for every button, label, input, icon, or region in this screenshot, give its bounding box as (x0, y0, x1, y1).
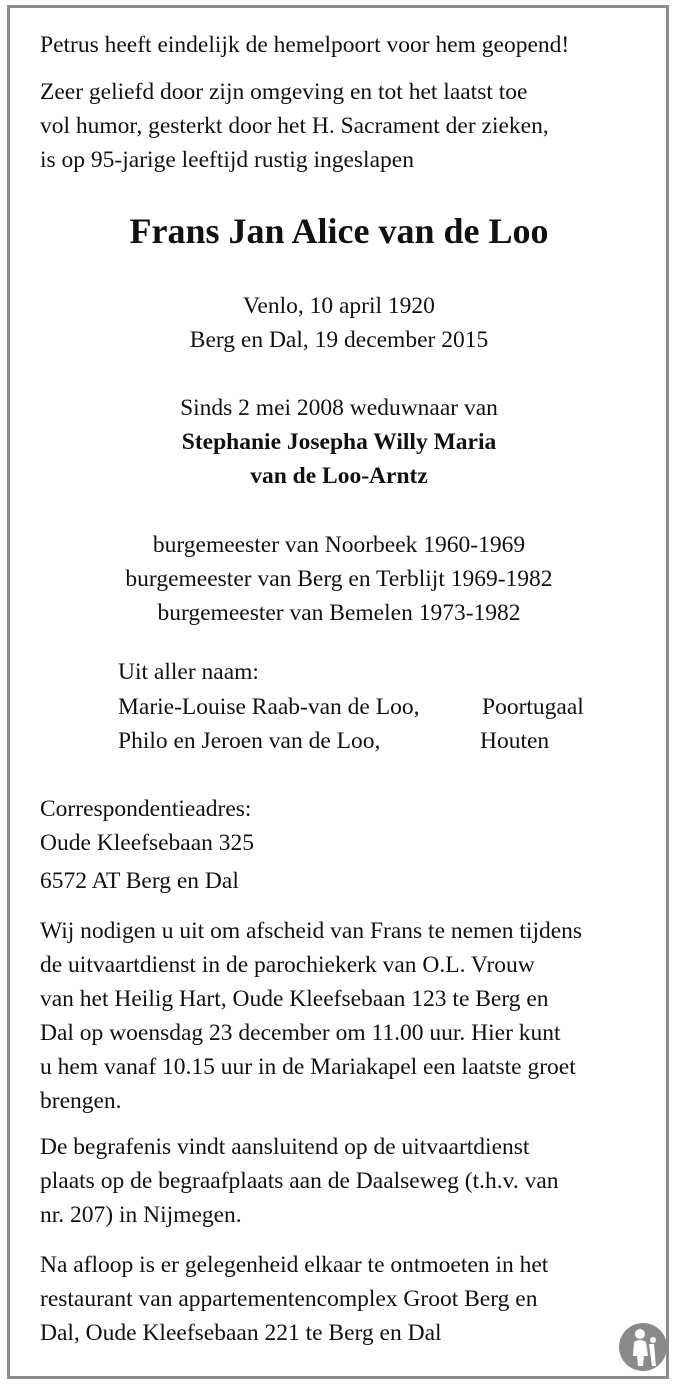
signatory-row (118, 724, 638, 758)
office-item: burgemeester van Noorbeek 1960-1969 (152, 532, 526, 558)
spouse-name: Stephanie Josepha Willy Maria (181, 429, 497, 455)
service-line: Wij nodigen u uit om afscheid van Frans te nemen tijdens (40, 918, 583, 944)
service-line: Dal op woensdag 23 december om 11.00 uur. Hier kunt (40, 1020, 561, 1046)
spouse-surname: van de Loo-Arntz (250, 463, 428, 489)
announcement-line: is op 95-jarige leeftijd rustig ingeslapen (40, 147, 414, 173)
meeting-line: Dal, Oude Kleefsebaan 221 te Berg en Dal (40, 1320, 442, 1346)
correspondence-label: Correspondentieadres: (40, 796, 252, 822)
burial-paragraph (40, 1130, 638, 1232)
announcement-paragraph (40, 75, 638, 177)
announcement-line: vol humor, gesterkt door het H. Sacrament der zieken, (40, 113, 549, 139)
death-date-place: Berg en Dal, 19 december 2015 (189, 327, 489, 353)
intro-line: Petrus heeft eindelijk de hemelpoort voor hem geopend! (40, 32, 570, 58)
service-line: brengen. (40, 1088, 122, 1114)
service-line: van het Heilig Hart, Oude Kleefsebaan 123 te Berg en (40, 986, 549, 1012)
birth-date-place: Venlo, 10 april 1920 (243, 293, 435, 319)
office-item: burgemeester van Bemelen 1973-1982 (157, 600, 521, 626)
publisher-logo-icon (618, 1322, 668, 1372)
service-paragraph (40, 914, 638, 1118)
burial-line: nr. 207) in Nijmegen. (40, 1202, 242, 1228)
signatory-place: Houten (480, 728, 550, 754)
service-line: de uitvaartdienst in de parochiekerk van O.L. Vrouw (40, 952, 535, 978)
signatory-place: Poortugaal (482, 694, 584, 720)
signatory-name: Marie-Louise Raab-van de Loo, (118, 694, 420, 720)
meeting-paragraph (40, 1248, 638, 1350)
service-line: u hem vanaf 10.15 uur in de Mariakapel een laatste groet (40, 1054, 576, 1080)
correspondence-street: Oude Kleefsebaan 325 (40, 830, 255, 856)
widower-line: Sinds 2 mei 2008 weduwnaar van (180, 395, 498, 421)
signature-intro: Uit aller naam: (118, 659, 259, 685)
office-item: burgemeester van Berg en Terblijt 1969-1982 (125, 566, 553, 592)
correspondence-postal: 6572 AT Berg en Dal (40, 868, 239, 894)
announcement-line: Zeer geliefd door zijn omgeving en tot het laatst toe (40, 79, 528, 105)
deceased-name: Frans Jan Alice van de Loo (129, 211, 549, 251)
signatory-row (118, 690, 638, 724)
burial-line: plaats op de begraafplaats aan de Daalseweg (t.h.v. van (40, 1168, 559, 1194)
signatory-name: Philo en Jeroen van de Loo, (118, 728, 381, 754)
meeting-line: Na afloop is er gelegenheid elkaar te ontmoeten in het (40, 1252, 549, 1278)
burial-line: De begrafenis vindt aansluitend op de uitvaartdienst (40, 1134, 530, 1160)
meeting-line: restaurant van appartementencomplex Groot Berg en (40, 1286, 538, 1312)
